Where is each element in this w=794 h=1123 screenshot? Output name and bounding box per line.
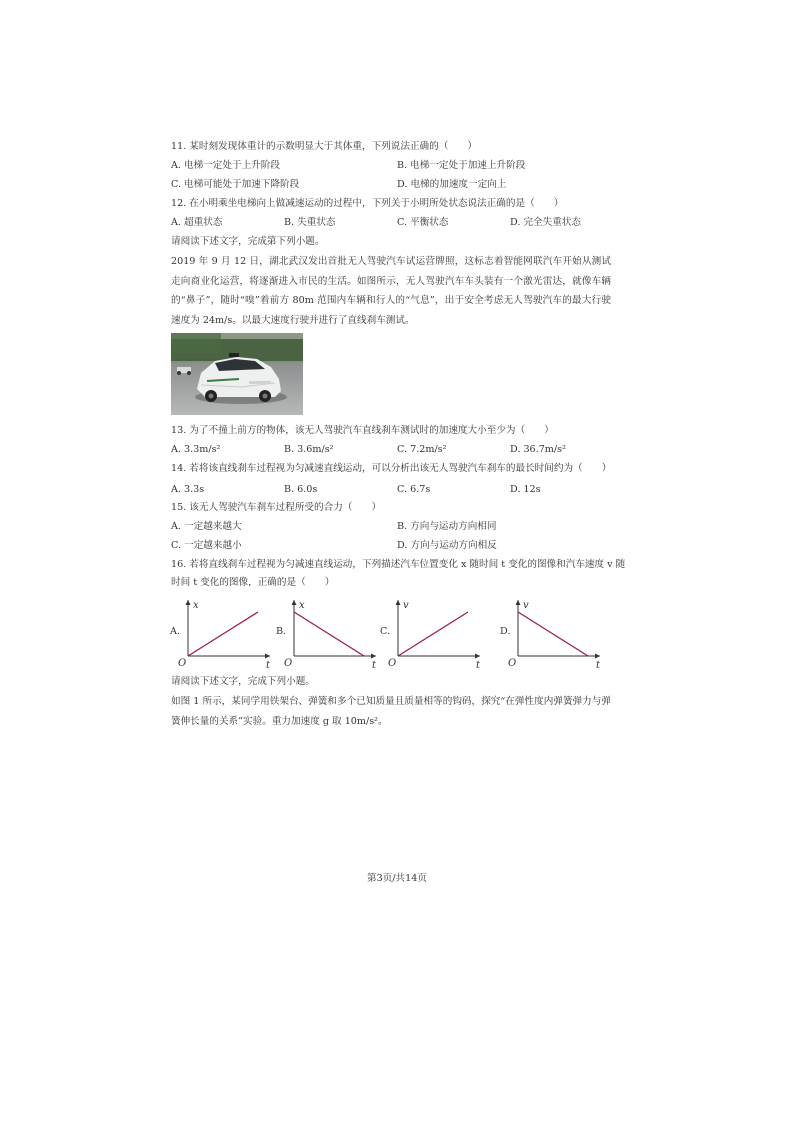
x-axis-arrow — [595, 654, 600, 659]
passage-1: 2019 年 9 月 12 日，湖北武汉发出首批无人驾驶汽车试运营牌照，这标志着智能网联汽车开始从测试走向商业化运营，将逐渐进入市民的生活。如图所示，无人驾驶汽车车头装有一个激光雷达，就像车辆的“鼻子”，随时“嗅”着前方 80m 范围内车辆和行人的“气息”，出于安全考虑无人驾驶汽车的最大行驶速度为 24m/s。以最大速度行驶并进行了直线刹车测试。 — [171, 256, 611, 326]
graph-letter: C. — [380, 626, 391, 637]
graph-line — [188, 612, 258, 656]
y-axis-arrow — [292, 600, 297, 605]
q14-option-b: B. 6.0s — [284, 484, 318, 495]
x-axis-label: t — [266, 660, 271, 671]
q13-option-b: B. 3.6m/s² — [284, 444, 334, 455]
q15-stem: 15. 该无人驾驶汽车刹车过程所受的合力（ ） — [171, 502, 382, 513]
y-axis-label: v — [403, 600, 409, 611]
q14-stem: 14. 若将该直线刹车过程视为匀减速直线运动，可以分析出该无人驾驶汽车刹车的最长时间约为（ ） — [171, 463, 612, 474]
q12-option-a: A. 超重状态 — [171, 217, 223, 228]
y-axis-arrow — [396, 600, 401, 605]
q15-option-a: A. 一定越来越大 — [171, 521, 242, 532]
q11-option-d: D. 电梯的加速度一定向上 — [397, 179, 507, 190]
q12-option-b: B. 失重状态 — [284, 217, 336, 228]
y-axis-arrow — [186, 600, 191, 605]
q15-option-b: B. 方向与运动方向相同 — [397, 521, 497, 532]
graph-letter: D. — [500, 626, 511, 637]
q12-stem: 12. 在小明乘坐电梯向上做减速运动的过程中，下列关于小明所处状态说法正确的是（ ） — [171, 198, 564, 209]
y-axis-label: v — [523, 600, 529, 611]
q14-option-c: C. 6.7s — [397, 484, 431, 495]
graph-line — [518, 612, 588, 656]
graph-option-b — [276, 594, 386, 672]
q14-option-d: D. 12s — [510, 484, 541, 495]
graph-option-d — [500, 594, 610, 672]
graph-option-c — [380, 594, 490, 672]
q15-option-d: D. 方向与运动方向相反 — [397, 540, 497, 551]
origin-label: O — [388, 658, 397, 669]
q13-option-a: A. 3.3m/s² — [171, 444, 221, 455]
x-axis-arrow — [371, 654, 376, 659]
x-axis-label: t — [476, 660, 481, 671]
x-axis-arrow — [475, 654, 480, 659]
q13-option-c: C. 7.2m/s² — [397, 444, 447, 455]
q16-stem-line2: 时间 t 变化的图像，正确的是（ ） — [171, 577, 335, 588]
x-axis-label: t — [372, 660, 377, 671]
reading-intro-2: 请阅读下述文字，完成下列小题。 — [171, 676, 315, 687]
passage-2: 如图 1 所示，某同学用铁架台、弹簧和多个已知质量且质量相等的钩码，探究“在弹性度内弹簧弹力与弹簧伸长量的关系”实验。重力加速度 g 取 10m/s²。 — [171, 696, 611, 727]
page-footer: 第3页/共14页 — [367, 873, 427, 884]
graph-letter: A. — [170, 626, 180, 637]
y-axis-label: x — [193, 600, 199, 611]
q11-option-c: C. 电梯可能处于加速下降阶段 — [171, 179, 300, 190]
origin-label: O — [178, 658, 187, 669]
graph-letter: B. — [276, 626, 287, 637]
origin-label: O — [284, 658, 293, 669]
q16-stem-line1: 16. 若将直线刹车过程视为匀减速直线运动，下列描述汽车位置变化 x 随时间 t 变化的图像和汽车速度 v 随 — [171, 559, 626, 570]
driverless-car-photo — [171, 333, 303, 415]
q14-option-a: A. 3.3s — [171, 484, 205, 495]
q12-option-c: C. 平衡状态 — [397, 217, 449, 228]
graph-line — [294, 612, 364, 656]
graph-option-a — [170, 594, 280, 672]
y-axis-arrow — [516, 600, 521, 605]
x-axis-arrow — [265, 654, 270, 659]
q11-option-b: B. 电梯一定处于加速上升阶段 — [397, 160, 526, 171]
origin-label: O — [508, 658, 517, 669]
q13-option-d: D. 36.7m/s² — [510, 444, 566, 455]
q11-stem: 11. 某时刻发现体重计的示数明显大于其体重，下列说法正确的（ ） — [171, 141, 478, 152]
q12-option-d: D. 完全失重状态 — [510, 217, 582, 228]
q11-option-a: A. 电梯一定处于上升阶段 — [171, 160, 280, 171]
graph-line — [398, 612, 468, 656]
x-axis-label: t — [596, 660, 601, 671]
q15-option-c: C. 一定越来越小 — [171, 540, 242, 551]
q13-stem: 13. 为了不撞上前方的物体，该无人驾驶汽车直线刹车测试时的加速度大小至少为（ ） — [171, 425, 554, 436]
reading-intro-1: 请阅读下述文字，完成第下列小题。 — [171, 236, 325, 247]
y-axis-label: x — [299, 600, 305, 611]
